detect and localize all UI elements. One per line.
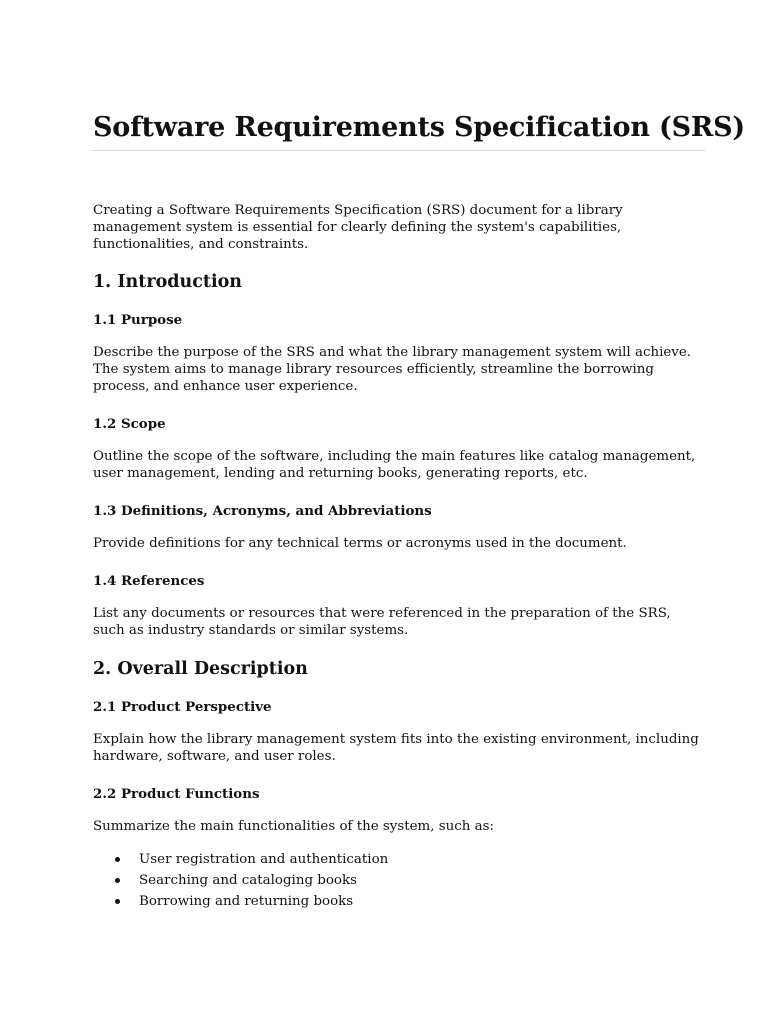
list-item: [93, 870, 705, 891]
section-heading-introduction: 1. Introduction: [93, 272, 242, 292]
section-heading-overall-description: 2. Overall Description: [93, 659, 308, 679]
list-item-text: Borrowing and returning books: [139, 894, 354, 909]
list-item-text: User registration and authentication: [139, 852, 389, 867]
subsection-heading-product-functions: 2.2 Product Functions: [93, 786, 260, 802]
title-divider: [90, 150, 705, 151]
document-page: [93, 108, 745, 912]
definitions-paragraph: Provide definitions for any technical terms or acronyms used in the document.: [93, 536, 627, 551]
subsection-heading-purpose: 1.1 Purpose: [93, 312, 183, 328]
intro-paragraph: Creating a Software Requirements Specification (SRS) document for a library management system is essential for clearly defining the system's capabilities, functionalities, and constraints.: [93, 203, 623, 252]
list-item: [93, 849, 705, 870]
product-functions-list: [93, 849, 705, 912]
purpose-paragraph: Describe the purpose of the SRS and what the library management system will achieve. The system aims to manage library resources efficiently, streamline the borrowing process, and enhance user experience.: [93, 345, 692, 394]
subsection-heading-definitions: 1.3 Definitions, Acronyms, and Abbreviations: [93, 503, 432, 519]
document-title: Software Requirements Specification (SRS): [93, 112, 745, 143]
bullet-icon: [115, 899, 120, 904]
references-paragraph: List any documents or resources that were referenced in the preparation of the SRS, such as industry standards or similar systems.: [93, 606, 671, 638]
product-perspective-paragraph: Explain how the library management system fits into the existing environment, including hardware, software, and user roles.: [93, 732, 699, 764]
subsection-heading-product-perspective: 2.1 Product Perspective: [93, 699, 272, 715]
bullet-icon: [115, 878, 120, 883]
scope-paragraph: Outline the scope of the software, including the main features like catalog management, user management, lending and returning books, generating reports, etc.: [93, 449, 696, 481]
list-item: [93, 891, 705, 912]
subsection-heading-references: 1.4 References: [93, 573, 205, 589]
list-item-text: Searching and cataloging books: [139, 873, 357, 888]
bullet-icon: [115, 857, 120, 862]
subsection-heading-scope: 1.2 Scope: [93, 416, 166, 432]
product-functions-paragraph: Summarize the main functionalities of the system, such as:: [93, 819, 494, 834]
